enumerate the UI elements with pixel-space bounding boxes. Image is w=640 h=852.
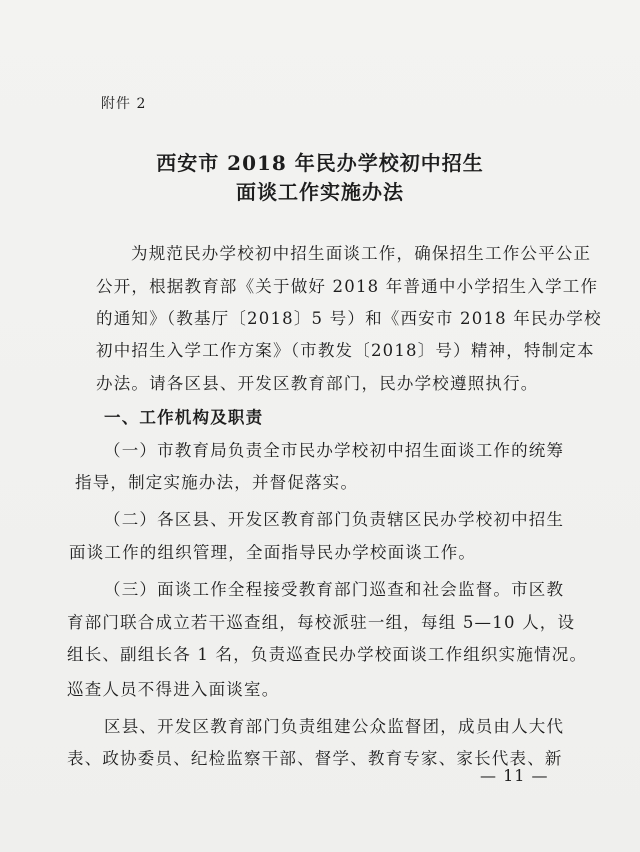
body-line: 表、政协委员、纪检监察干部、督学、教育专家、家长代表、新 — [67, 749, 563, 768]
body-line: （一）市教育局负责全市民办学校初中招生面谈工作的统筹 — [104, 441, 565, 460]
body-line: 公开，根据教育部《关于做好 2018 年普通中小学招生入学工作 — [96, 277, 599, 296]
body-line: 初中招生入学工作方案》（市教发〔2018〕号）精神，特制定本 — [96, 341, 595, 360]
page-number: — 11 — — [480, 766, 549, 785]
body-line: 育部门联合成立若干巡查组，每校派驻一组，每组 5—10 人，设 — [67, 613, 576, 632]
body-line: （二）各区县、开发区教育部门负责辖区民办学校初中招生 — [104, 510, 565, 529]
body-line: 组长、副组长各 1 名，负责巡查民办学校面谈工作组织实施情况。 — [67, 645, 588, 664]
document-title-line-2: 面谈工作实施办法 — [236, 180, 404, 204]
body-line: （三）面谈工作全程接受教育部门巡查和社会监督。市区教 — [104, 580, 565, 599]
section-heading: 一、工作机构及职责 — [104, 408, 264, 427]
body-line: 巡查人员不得进入面谈室。 — [67, 680, 280, 699]
body-line: 面谈工作的组织管理，全面指导民办学校面谈工作。 — [69, 543, 477, 562]
body-line: 区县、开发区教育部门负责组建公众监督团，成员由人大代 — [104, 717, 565, 736]
body-line: 为规范民办学校初中招生面谈工作，确保招生工作公平公正 — [131, 244, 592, 263]
body-line: 指导，制定实施办法，并督促落实。 — [75, 473, 359, 492]
body-line: 的通知》（教基厅〔2018〕5 号）和《西安市 2018 年民办学校 — [96, 309, 602, 328]
document-title-line-1: 西安市 2018 年民办学校初中招生 — [156, 151, 484, 175]
attachment-label: 附件 2 — [101, 96, 147, 112]
body-line: 办法。请各区县、开发区教育部门，民办学校遵照执行。 — [96, 374, 539, 393]
